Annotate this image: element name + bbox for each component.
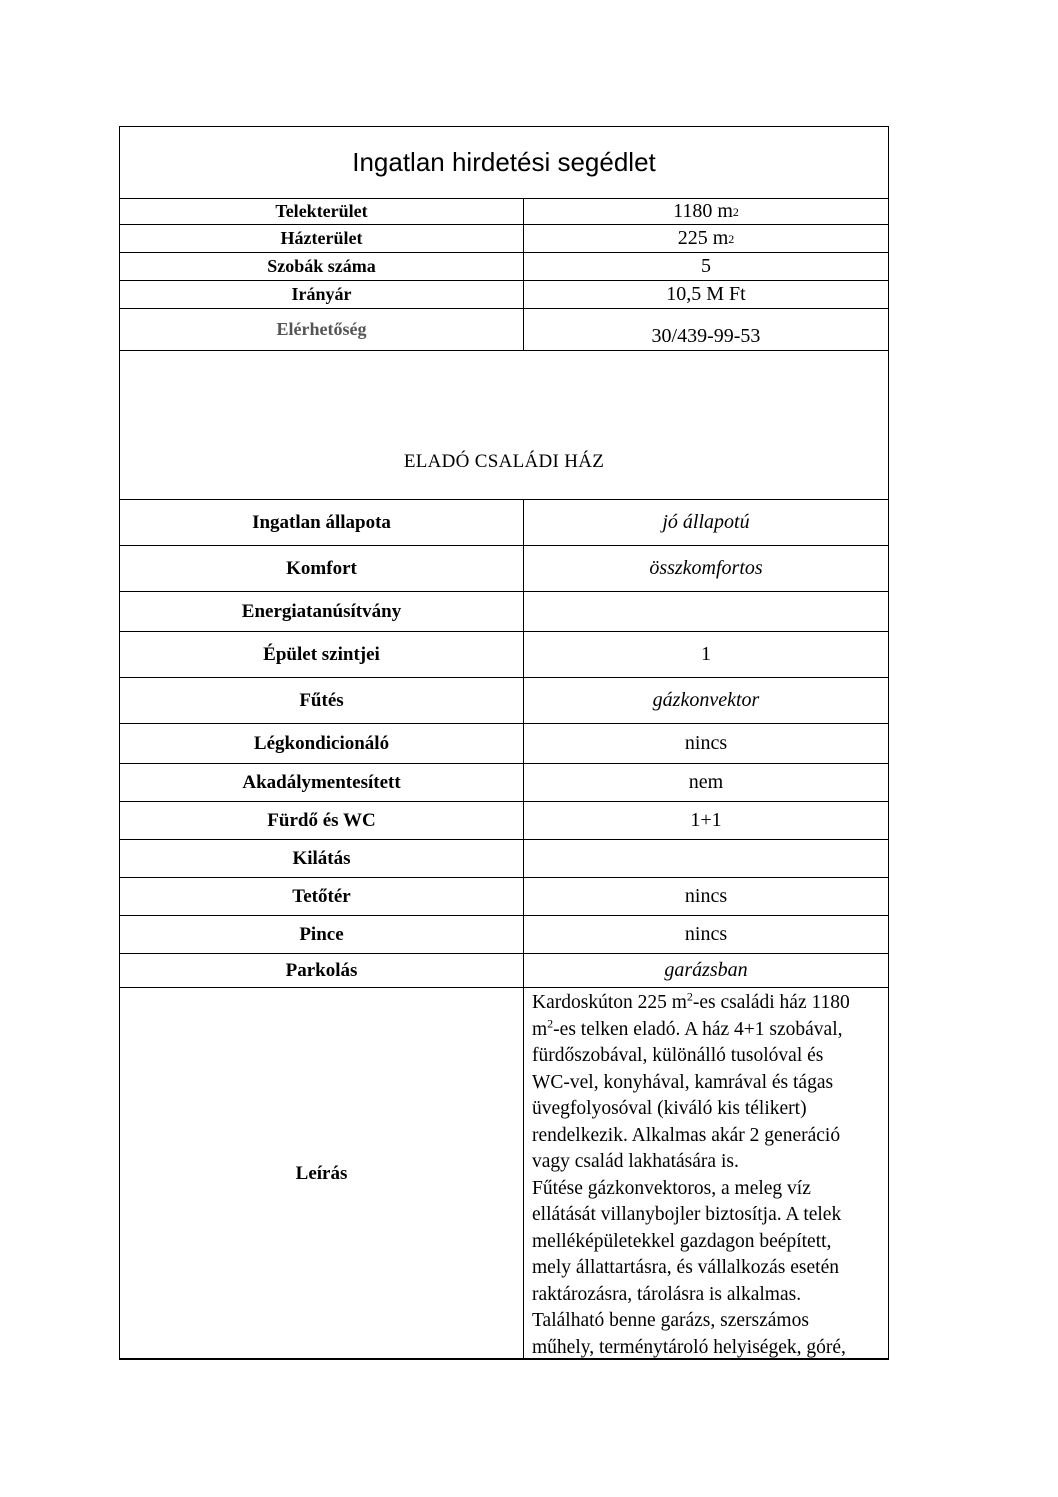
superscript: 2 xyxy=(547,1016,554,1030)
text-part: m xyxy=(532,1018,548,1040)
description-line: mely állattartásra, és vállalkozás esetén xyxy=(532,1257,839,1278)
table-bottom-border xyxy=(119,1358,889,1360)
row-label: Kilátás xyxy=(120,840,524,877)
section-banner: ELADÓ CSALÁDI HÁZ xyxy=(120,351,888,500)
row-akadalymentes xyxy=(120,764,888,802)
row-value: 30/439-99-53 xyxy=(651,325,761,347)
text-part: Kardoskúton 225 m xyxy=(532,992,687,1013)
row-energia xyxy=(120,592,888,632)
text-part: -es családi ház 1180 xyxy=(692,992,850,1013)
listing-form-table xyxy=(119,126,889,1359)
row-value: 10,5 M Ft xyxy=(666,283,746,305)
text-part: -es telken eladó. A ház 4+1 szobával, xyxy=(553,1018,843,1040)
row-value: 1 xyxy=(701,643,711,665)
description-line xyxy=(532,990,882,1017)
description-line: Fűtése gázkonvektoros, a meleg víz xyxy=(532,1177,811,1199)
row-label: Akadálymentesített xyxy=(120,764,524,801)
superscript: 2 xyxy=(686,989,693,1004)
row-label: Parkolás xyxy=(120,954,524,987)
description-line: ellátását villanybojler biztosítja. A telek xyxy=(532,1204,842,1225)
description-line: vagy család lakhatására is. xyxy=(532,1151,739,1172)
row-value: nincs xyxy=(684,885,728,907)
row-label: Ingatlan állapota xyxy=(120,500,524,545)
row-label: Épület szintjei xyxy=(120,632,524,677)
description-line: üvegfolyosóval (kiváló kis télikert) xyxy=(532,1098,807,1119)
description-line: rendelkezik. Alkalmas akár 2 generáció xyxy=(532,1124,841,1146)
row-value: 1180 m 2 xyxy=(673,200,739,222)
row-pince xyxy=(120,916,888,954)
row-value: gázkonvektor xyxy=(652,689,760,711)
row-value: garázsban xyxy=(664,959,748,981)
description-line: fürdőszobával, különálló tusolóval és xyxy=(532,1045,824,1066)
row-label: Leírás xyxy=(120,988,524,1360)
row-label: Pince xyxy=(120,916,524,953)
row-tetoter xyxy=(120,878,888,916)
row-kilatas xyxy=(120,840,888,878)
row-szobak xyxy=(120,253,888,281)
row-telekterulet xyxy=(120,199,888,225)
row-label: Tetőtér xyxy=(120,878,524,915)
row-legkondi xyxy=(120,724,888,764)
row-hazterulet xyxy=(120,225,888,253)
row-label: Házterület xyxy=(120,225,524,252)
row-value: 225 m 2 xyxy=(677,227,735,249)
row-parkolas xyxy=(120,954,888,988)
page-title: Ingatlan hirdetési segédlet xyxy=(120,127,888,199)
row-value: nincs xyxy=(684,923,728,945)
row-value: 5 xyxy=(701,255,711,277)
value-text: 225 m xyxy=(677,227,729,249)
row-label: Energiatanúsítvány xyxy=(120,592,524,631)
description-line: raktározásra, tárolásra is alkalmas. xyxy=(532,1283,802,1305)
row-label: Elérhetőség xyxy=(120,309,524,350)
row-szintek xyxy=(120,632,888,678)
row-value xyxy=(524,592,888,631)
row-label: Légkondicionáló xyxy=(120,724,524,763)
description-line: melléképületekkel gazdagon beépített, xyxy=(532,1230,832,1252)
description-text xyxy=(524,988,888,1360)
row-value xyxy=(524,840,888,877)
row-label: Fürdő és WC xyxy=(120,802,524,839)
description-line: WC-vel, konyhával, kamrával és tágas xyxy=(532,1071,834,1093)
row-furdo-wc xyxy=(120,802,888,840)
row-value: nincs xyxy=(684,732,728,754)
row-label: Telekterület xyxy=(120,199,524,224)
row-value: jó állapotú xyxy=(662,511,750,533)
description-line: Található benne garázs, szerszámos xyxy=(532,1310,809,1331)
row-value: összkomfortos xyxy=(649,557,763,579)
row-label: Irányár xyxy=(120,281,524,308)
description-line xyxy=(532,1017,882,1044)
row-value: nem xyxy=(688,771,724,793)
value-text: 1180 m xyxy=(673,200,733,222)
row-value: 1+1 xyxy=(690,809,722,831)
row-elerhetoseg xyxy=(120,309,888,351)
row-futes xyxy=(120,678,888,724)
row-komfort xyxy=(120,546,888,592)
description-line: műhely, terménytároló helyiségek, góré, xyxy=(532,1336,846,1358)
row-label: Fűtés xyxy=(120,678,524,723)
row-label: Komfort xyxy=(120,546,524,591)
row-label: Szobák száma xyxy=(120,253,524,280)
row-allapot xyxy=(120,500,888,546)
row-leiras xyxy=(120,988,888,1360)
row-iranyar xyxy=(120,281,888,309)
